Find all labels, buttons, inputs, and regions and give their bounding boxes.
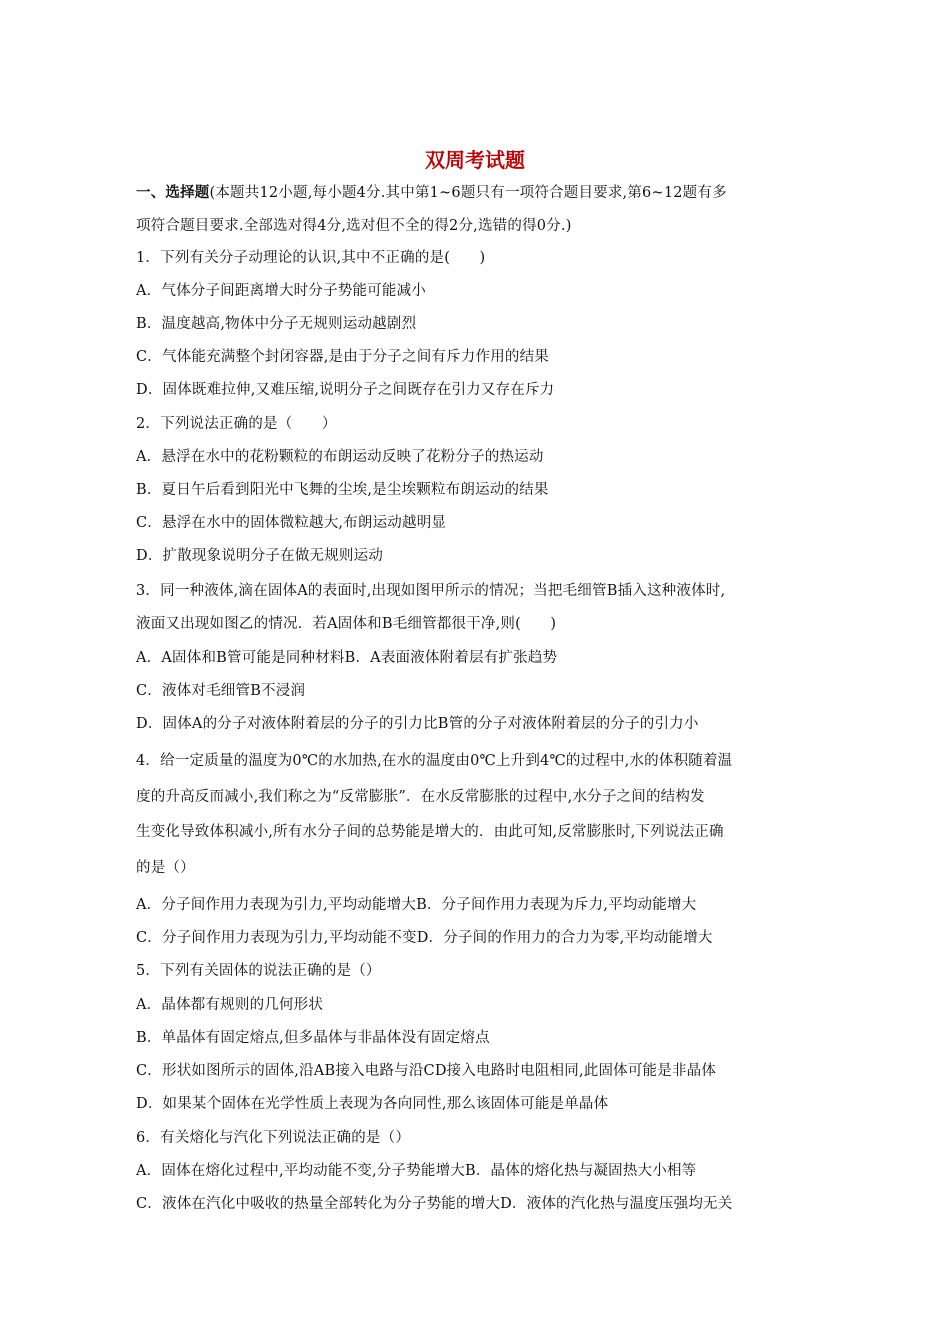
question-3-options-ab: A．A固体和B管可能是同种材料B．A表面液体附着层有扩张趋势 [136,650,558,666]
section-instructions-line2: 项符合题目要求.全部选对得4分,选对但不全的得2分,选错的得0分.) [136,218,572,234]
question-1-option-d: D．固体既难拉伸,又难压缩,说明分子之间既存在引力又存在斥力 [136,382,555,398]
question-1-option-a: A．气体分子间距离增大时分子势能可能减小 [136,283,426,299]
question-5-option-a: A．晶体都有规则的几何形状 [136,997,324,1013]
question-5-option-c: C．形状如图所示的固体,沿AB接入电路与沿CD接入电路时电阻相同,此固体可能是非晶体 [136,1063,717,1079]
question-6-options-ab: A．固体在熔化过程中,平均动能不变,分子势能增大B．晶体的熔化热与凝固热大小相等 [136,1163,697,1179]
question-3-option-d: D．固体A的分子对液体附着层的分子的引力比B管的分子对液体附着层的分子的引力小 [136,716,699,732]
question-6-stem: 6．有关熔化与汽化下列说法正确的是（） [136,1130,411,1146]
section-heading: 一、选择题 [136,184,210,201]
question-2-option-a: A．悬浮在水中的花粉颗粒的布朗运动反映了花粉分子的热运动 [136,449,544,465]
question-5-option-d: D．如果某个固体在光学性质上表现为各向同性,那么该固体可能是单晶体 [136,1096,609,1112]
question-2-option-d: D．扩散现象说明分子在做无规则运动 [136,548,384,564]
question-5-stem: 5．下列有关固体的说法正确的是（） [136,963,381,979]
question-2-option-b: B．夏日午后看到阳光中飞舞的尘埃,是尘埃颗粒布朗运动的结果 [136,482,549,498]
question-2-option-c: C．悬浮在水中的固体微粒越大,布朗运动越明显 [136,515,447,531]
question-1-option-c: C．气体能充满整个封闭容器,是由于分子之间有斥力作用的结果 [136,349,550,365]
question-3-stem-line2: 液面又出现如图乙的情况．若A固体和B毛细管都很干净,则( ) [136,616,557,632]
question-1-stem: 1．下列有关分子动理论的认识,其中不正确的是( ) [136,250,486,266]
question-4-stem-line4: 的是（） [136,860,195,876]
question-4-stem-line2: 度的升高反而减小,我们称之为“反常膨胀”．在水反常膨胀的过程中,水分子之间的结构发 [136,789,705,805]
question-5-option-b: B．单晶体有固定熔点,但多晶体与非晶体没有固定熔点 [136,1030,490,1046]
page-title: 双周考试题 [425,148,525,172]
question-3-stem-line1: 3．同一种液体,滴在固体A的表面时,出现如图甲所示的情况；当把毛细管B插入这种液体时, [136,583,726,599]
question-4-stem-line1: 4．给一定质量的温度为0℃的水加热,在水的温度由0℃上升到4℃的过程中,水的体积随着温 [136,753,733,769]
question-4-options-cd: C．分子间作用力表现为引力,平均动能不变D．分子间的作用力的合力为零,平均动能增大 [136,930,713,946]
question-4-stem-line3: 生变化导致体积减小,所有水分子间的总势能是增大的．由此可知,反常膨胀时,下列说法正确 [136,824,724,840]
question-1-option-b: B．温度越高,物体中分子无规则运动越剧烈 [136,316,417,332]
question-4-options-ab: A．分子间作用力表现为引力,平均动能增大B．分子间作用力表现为斥力,平均动能增大 [136,897,697,913]
question-2-stem: 2．下列说法正确的是（ ） [136,416,337,432]
question-3-option-c: C．液体对毛细管B不浸润 [136,683,306,699]
question-6-options-cd: C．液体在汽化中吸收的热量全部转化为分子势能的增大D．液体的汽化热与温度压强均无关 [136,1196,733,1212]
section-instructions-line1 [136,183,836,203]
section-instructions-text: (本题共12小题,每小题4分.其中第1~6题只有一项符合题目要求,第6~12题有多 [209,185,727,201]
